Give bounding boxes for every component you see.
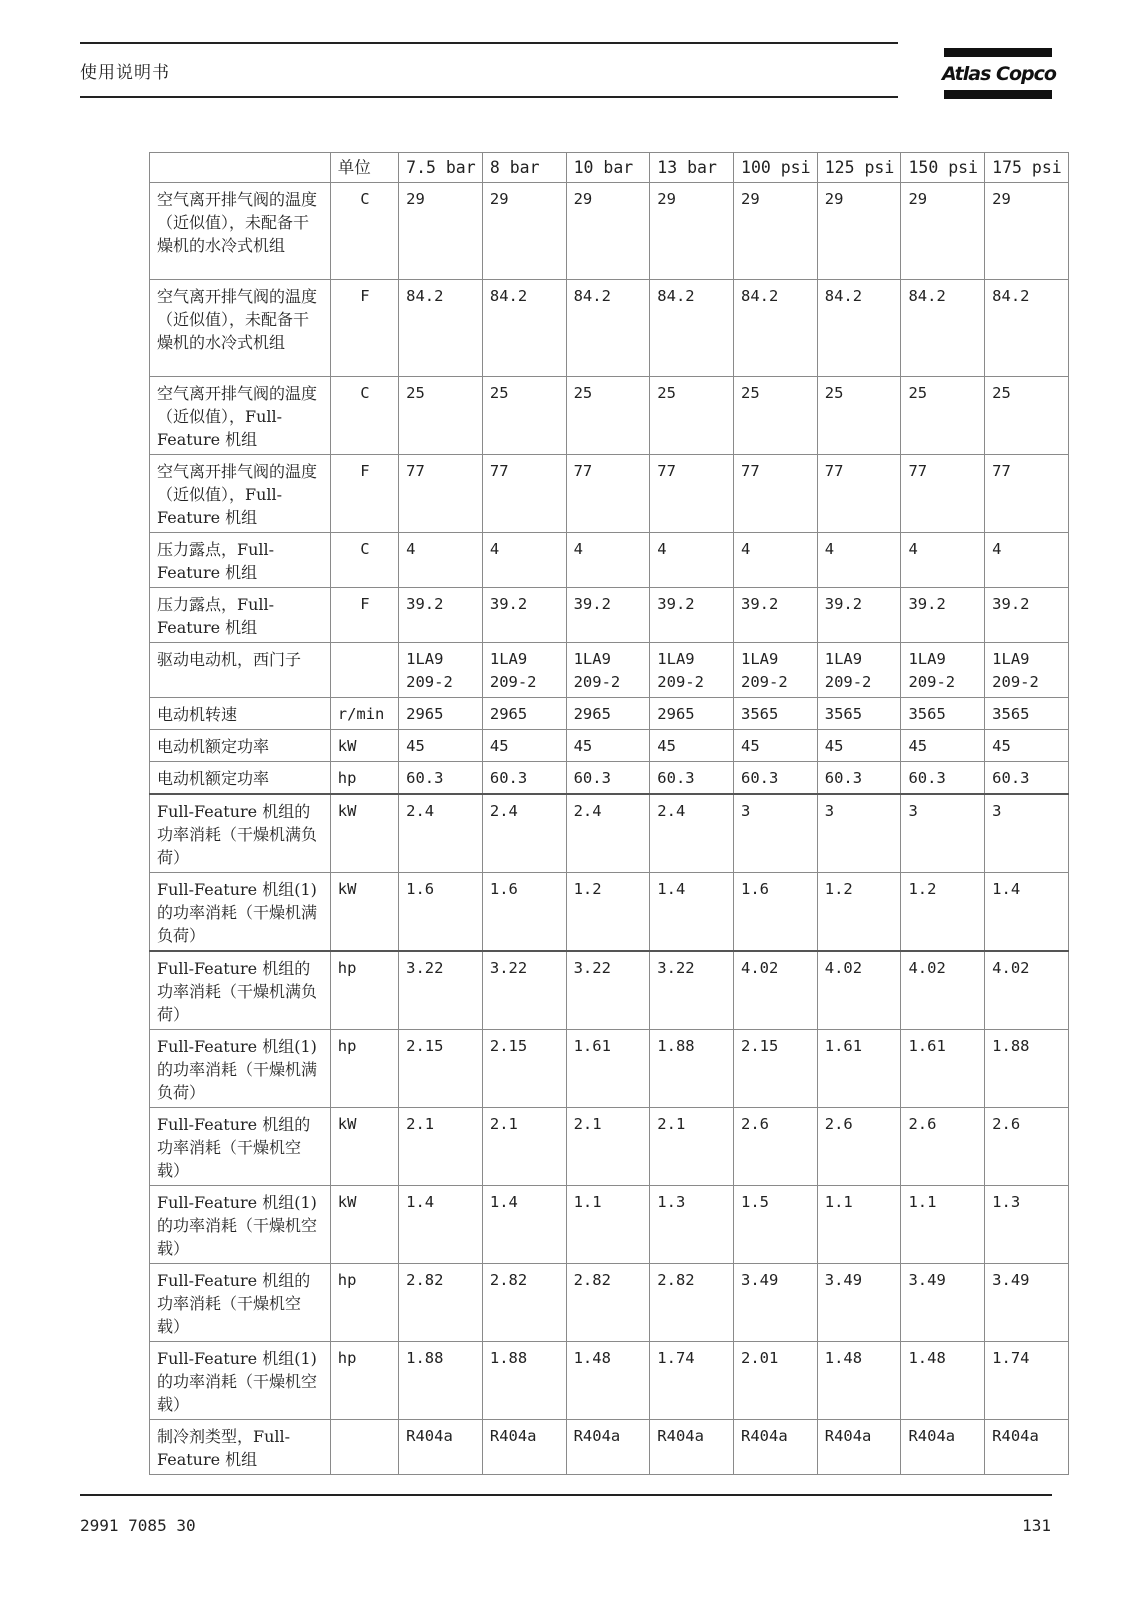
value-cell: 3.22 — [566, 951, 650, 1030]
row-label: Full-Feature 机组的功率消耗（干燥机满负荷） — [150, 794, 331, 873]
value-cell: 3.49 — [901, 1264, 985, 1342]
value-cell: 60.3 — [734, 762, 818, 795]
value-cell: 1LA9 209-2 — [817, 643, 901, 698]
value-cell: 45 — [985, 730, 1069, 762]
header-cell-pressure: 10 bar — [566, 153, 650, 183]
value-cell: R404a — [399, 1420, 483, 1475]
value-cell: R404a — [482, 1420, 566, 1475]
value-cell: 39.2 — [650, 588, 734, 643]
table-row — [150, 588, 1069, 643]
table-row — [150, 533, 1069, 588]
value-cell: 25 — [399, 377, 483, 455]
table-row — [150, 794, 1069, 873]
value-cell: 2965 — [399, 698, 483, 730]
value-cell: 4 — [482, 533, 566, 588]
value-cell: 45 — [901, 730, 985, 762]
value-cell: 4.02 — [985, 951, 1069, 1030]
value-cell: 3565 — [817, 698, 901, 730]
value-cell: 29 — [901, 183, 985, 280]
value-cell: 1LA9 209-2 — [650, 643, 734, 698]
row-label: 电动机转速 — [150, 698, 331, 730]
value-cell: 29 — [566, 183, 650, 280]
value-cell: 1.4 — [985, 873, 1069, 952]
table-row — [150, 455, 1069, 533]
value-cell: 3.49 — [734, 1264, 818, 1342]
value-cell: 3565 — [901, 698, 985, 730]
row-unit: hp — [330, 1264, 398, 1342]
header-cell-pressure: 125 psi — [817, 153, 901, 183]
table-row — [150, 951, 1069, 1030]
value-cell: 2.6 — [734, 1108, 818, 1186]
value-cell: 3565 — [985, 698, 1069, 730]
value-cell: 39.2 — [482, 588, 566, 643]
value-cell: 1LA9 209-2 — [482, 643, 566, 698]
value-cell: 84.2 — [566, 280, 650, 377]
value-cell: 2.6 — [901, 1108, 985, 1186]
value-cell: 1.61 — [817, 1030, 901, 1108]
table-row — [150, 698, 1069, 730]
table-row — [150, 183, 1069, 280]
table-row — [150, 1030, 1069, 1108]
value-cell: 77 — [985, 455, 1069, 533]
row-label: Full-Feature 机组(1) 的功率消耗（干燥机空载） — [150, 1186, 331, 1264]
value-cell: 25 — [985, 377, 1069, 455]
value-cell: 2.4 — [650, 794, 734, 873]
value-cell: 1.88 — [482, 1342, 566, 1420]
row-label: 空气离开排气阀的温度（近似值），未配备干燥机的水冷式机组 — [150, 183, 331, 280]
value-cell: 84.2 — [482, 280, 566, 377]
value-cell: 2.4 — [399, 794, 483, 873]
row-unit: kW — [330, 730, 398, 762]
value-cell: 1.3 — [650, 1186, 734, 1264]
value-cell: 1.88 — [985, 1030, 1069, 1108]
value-cell: 1.1 — [817, 1186, 901, 1264]
value-cell: 2965 — [650, 698, 734, 730]
value-cell: 3 — [985, 794, 1069, 873]
value-cell: 60.3 — [985, 762, 1069, 795]
header-cell-pressure: 175 psi — [985, 153, 1069, 183]
atlas-copco-logo — [942, 48, 1056, 100]
row-label: 电动机额定功率 — [150, 730, 331, 762]
value-cell: 45 — [566, 730, 650, 762]
row-label: Full-Feature 机组的功率消耗（干燥机空载） — [150, 1264, 331, 1342]
value-cell: 1.2 — [566, 873, 650, 952]
value-cell: 3 — [734, 794, 818, 873]
row-unit: r/min — [330, 698, 398, 730]
value-cell: 60.3 — [817, 762, 901, 795]
header-cell-pressure: 8 bar — [482, 153, 566, 183]
row-label: 空气离开排气阀的温度（近似值），Full-Feature 机组 — [150, 377, 331, 455]
value-cell: 60.3 — [399, 762, 483, 795]
value-cell: 3 — [901, 794, 985, 873]
value-cell: 2.4 — [482, 794, 566, 873]
value-cell: 1.4 — [399, 1186, 483, 1264]
value-cell: 1.48 — [901, 1342, 985, 1420]
value-cell: 3.22 — [482, 951, 566, 1030]
header-cell-pressure: 100 psi — [734, 153, 818, 183]
value-cell: 25 — [482, 377, 566, 455]
value-cell: 60.3 — [650, 762, 734, 795]
row-label: Full-Feature 机组的功率消耗（干燥机满负荷） — [150, 951, 331, 1030]
header-rule-top — [80, 42, 898, 44]
value-cell: 77 — [901, 455, 985, 533]
value-cell: 39.2 — [734, 588, 818, 643]
value-cell: 29 — [650, 183, 734, 280]
value-cell: 1.4 — [482, 1186, 566, 1264]
value-cell: 1.2 — [901, 873, 985, 952]
value-cell: 77 — [566, 455, 650, 533]
value-cell: 45 — [650, 730, 734, 762]
value-cell: 77 — [817, 455, 901, 533]
table-row — [150, 377, 1069, 455]
value-cell: 2.15 — [734, 1030, 818, 1108]
value-cell: 1.2 — [817, 873, 901, 952]
header-cell-unit: 单位 — [330, 153, 398, 183]
value-cell: 1.6 — [399, 873, 483, 952]
value-cell: 4.02 — [901, 951, 985, 1030]
value-cell: 77 — [482, 455, 566, 533]
value-cell: 45 — [399, 730, 483, 762]
document-number: 2991 7085 30 — [80, 1516, 196, 1535]
row-unit: kW — [330, 873, 398, 952]
header-cell-pressure: 150 psi — [901, 153, 985, 183]
value-cell: 1.61 — [901, 1030, 985, 1108]
specification-table — [149, 152, 1069, 1475]
value-cell: 2965 — [482, 698, 566, 730]
row-unit: C — [330, 533, 398, 588]
value-cell: 25 — [817, 377, 901, 455]
row-label: Full-Feature 机组(1) 的功率消耗（干燥机满负荷） — [150, 873, 331, 952]
value-cell: 25 — [650, 377, 734, 455]
value-cell: 39.2 — [985, 588, 1069, 643]
value-cell: 2.15 — [482, 1030, 566, 1108]
document-title: 使用说明书 — [80, 63, 170, 83]
value-cell: 1.88 — [399, 1342, 483, 1420]
row-label: Full-Feature 机组的功率消耗（干燥机空载） — [150, 1108, 331, 1186]
value-cell: R404a — [901, 1420, 985, 1475]
header-cell-pressure: 13 bar — [650, 153, 734, 183]
row-label: 制冷剂类型，Full-Feature 机组 — [150, 1420, 331, 1475]
row-unit — [330, 1420, 398, 1475]
table-row — [150, 1108, 1069, 1186]
row-label: 电动机额定功率 — [150, 762, 331, 795]
header-cell-pressure: 7.5 bar — [399, 153, 483, 183]
logo-bar-top — [944, 48, 1052, 57]
value-cell: 2.82 — [566, 1264, 650, 1342]
value-cell: 3 — [817, 794, 901, 873]
row-label: 压力露点，Full-Feature 机组 — [150, 588, 331, 643]
table-row — [150, 873, 1069, 952]
row-unit: kW — [330, 1108, 398, 1186]
value-cell: 4 — [566, 533, 650, 588]
value-cell: 29 — [734, 183, 818, 280]
value-cell: 1.48 — [566, 1342, 650, 1420]
value-cell: 29 — [817, 183, 901, 280]
value-cell: 29 — [985, 183, 1069, 280]
row-unit: hp — [330, 1342, 398, 1420]
value-cell: R404a — [650, 1420, 734, 1475]
logo-text: Atlas Copco — [942, 63, 1056, 85]
value-cell: 2.1 — [566, 1108, 650, 1186]
value-cell: 1.1 — [566, 1186, 650, 1264]
value-cell: 25 — [734, 377, 818, 455]
value-cell: 1LA9 209-2 — [985, 643, 1069, 698]
value-cell: 1.5 — [734, 1186, 818, 1264]
value-cell: 1.74 — [650, 1342, 734, 1420]
value-cell: 4 — [650, 533, 734, 588]
row-unit: F — [330, 280, 398, 377]
row-label: 空气离开排气阀的温度（近似值），未配备干燥机的水冷式机组 — [150, 280, 331, 377]
page-number: 131 — [1022, 1516, 1051, 1535]
value-cell: 29 — [399, 183, 483, 280]
row-unit: kW — [330, 1186, 398, 1264]
value-cell: 29 — [482, 183, 566, 280]
value-cell: 39.2 — [566, 588, 650, 643]
value-cell: 2.82 — [650, 1264, 734, 1342]
value-cell: 77 — [399, 455, 483, 533]
value-cell: 84.2 — [901, 280, 985, 377]
value-cell: 1LA9 209-2 — [901, 643, 985, 698]
value-cell: 2.1 — [650, 1108, 734, 1186]
row-unit: F — [330, 455, 398, 533]
row-label: 空气离开排气阀的温度（近似值），Full-Feature 机组 — [150, 455, 331, 533]
row-label: 压力露点，Full-Feature 机组 — [150, 533, 331, 588]
value-cell: 4 — [985, 533, 1069, 588]
value-cell: 84.2 — [985, 280, 1069, 377]
value-cell: 1.48 — [817, 1342, 901, 1420]
value-cell: 1LA9 209-2 — [566, 643, 650, 698]
value-cell: 3.22 — [399, 951, 483, 1030]
value-cell: 4 — [901, 533, 985, 588]
value-cell: 3.49 — [985, 1264, 1069, 1342]
value-cell: 1.61 — [566, 1030, 650, 1108]
value-cell: 39.2 — [901, 588, 985, 643]
value-cell: 2.82 — [399, 1264, 483, 1342]
value-cell: 2.82 — [482, 1264, 566, 1342]
value-cell: 60.3 — [901, 762, 985, 795]
value-cell: 1.88 — [650, 1030, 734, 1108]
value-cell: 45 — [482, 730, 566, 762]
row-unit: hp — [330, 1030, 398, 1108]
row-unit: C — [330, 377, 398, 455]
row-unit: kW — [330, 794, 398, 873]
value-cell: 1LA9 209-2 — [399, 643, 483, 698]
value-cell: 4.02 — [734, 951, 818, 1030]
value-cell: 1.74 — [985, 1342, 1069, 1420]
value-cell: 39.2 — [817, 588, 901, 643]
value-cell: 25 — [566, 377, 650, 455]
value-cell: 2.4 — [566, 794, 650, 873]
row-unit: C — [330, 183, 398, 280]
value-cell: 25 — [901, 377, 985, 455]
value-cell: 1.4 — [650, 873, 734, 952]
value-cell: 1LA9 209-2 — [734, 643, 818, 698]
value-cell: 84.2 — [399, 280, 483, 377]
row-label: 驱动电动机，西门子 — [150, 643, 331, 698]
row-label: Full-Feature 机组(1) 的功率消耗（干燥机空载） — [150, 1342, 331, 1420]
value-cell: 45 — [817, 730, 901, 762]
value-cell: 2.15 — [399, 1030, 483, 1108]
table-row — [150, 1420, 1069, 1475]
row-unit — [330, 643, 398, 698]
value-cell: 1.1 — [901, 1186, 985, 1264]
table-row — [150, 1342, 1069, 1420]
value-cell: 3.22 — [650, 951, 734, 1030]
row-unit: F — [330, 588, 398, 643]
value-cell: 3565 — [734, 698, 818, 730]
value-cell: 60.3 — [566, 762, 650, 795]
logo-bar-bottom — [944, 90, 1052, 99]
table-row — [150, 1264, 1069, 1342]
value-cell: 1.6 — [482, 873, 566, 952]
value-cell: 4 — [399, 533, 483, 588]
row-unit: hp — [330, 762, 398, 795]
value-cell: 2.1 — [399, 1108, 483, 1186]
value-cell: 4.02 — [817, 951, 901, 1030]
value-cell: 3.49 — [817, 1264, 901, 1342]
value-cell: 2.1 — [482, 1108, 566, 1186]
value-cell: 1.3 — [985, 1186, 1069, 1264]
value-cell: 84.2 — [734, 280, 818, 377]
footer-rule — [80, 1494, 1052, 1496]
value-cell: 77 — [650, 455, 734, 533]
value-cell: 4 — [817, 533, 901, 588]
value-cell: R404a — [985, 1420, 1069, 1475]
header-rule-bottom — [80, 96, 898, 98]
row-label: Full-Feature 机组(1) 的功率消耗（干燥机满负荷） — [150, 1030, 331, 1108]
value-cell: 4 — [734, 533, 818, 588]
value-cell: 84.2 — [650, 280, 734, 377]
table-header-row — [150, 153, 1069, 183]
value-cell: 2.01 — [734, 1342, 818, 1420]
value-cell: 2.6 — [817, 1108, 901, 1186]
value-cell: R404a — [817, 1420, 901, 1475]
value-cell: R404a — [566, 1420, 650, 1475]
value-cell: 2.6 — [985, 1108, 1069, 1186]
table-row — [150, 280, 1069, 377]
value-cell: 84.2 — [817, 280, 901, 377]
value-cell: 39.2 — [399, 588, 483, 643]
value-cell: R404a — [734, 1420, 818, 1475]
value-cell: 1.6 — [734, 873, 818, 952]
header-cell-blank — [150, 153, 331, 183]
row-unit: hp — [330, 951, 398, 1030]
table-row — [150, 643, 1069, 698]
value-cell: 60.3 — [482, 762, 566, 795]
table-row — [150, 1186, 1069, 1264]
table-row — [150, 762, 1069, 795]
value-cell: 2965 — [566, 698, 650, 730]
value-cell: 45 — [734, 730, 818, 762]
value-cell: 77 — [734, 455, 818, 533]
table-row — [150, 730, 1069, 762]
